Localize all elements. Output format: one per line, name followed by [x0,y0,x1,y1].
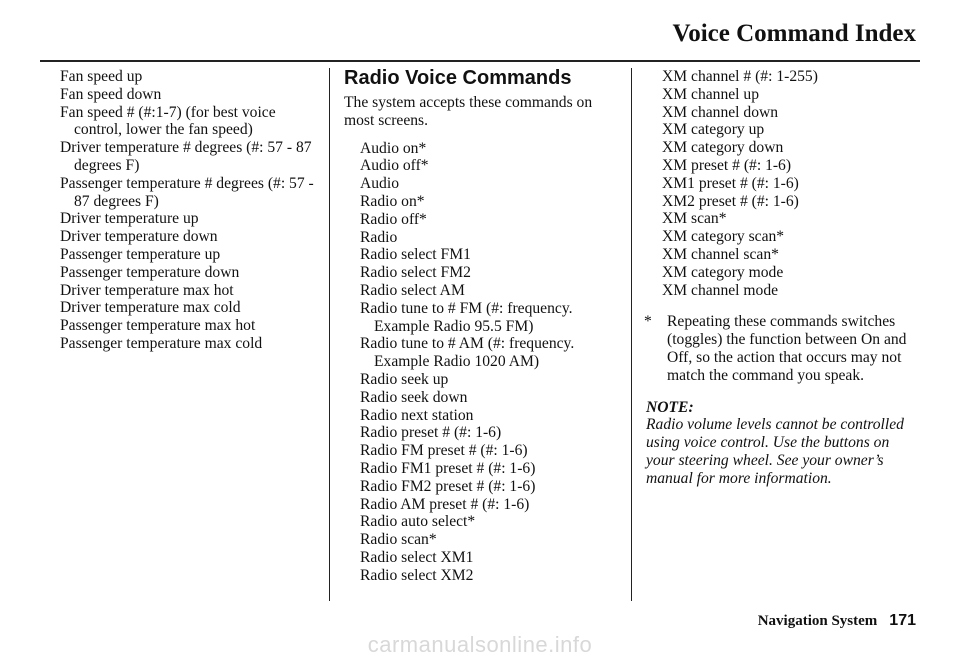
radio-command-list [344,140,624,585]
footer-section-name: Navigation System [757,613,878,629]
command-item: Driver temperature down [60,228,218,246]
command-item: Fan speed # (#:1-7) (for best voice control, lower the fan speed) [60,103,276,139]
watermark: carmanualsonline.info [367,632,593,657]
command-item: XM2 preset # (#: 1-6) [662,192,799,210]
command-item: Radio FM preset # (#: 1-6) [360,442,528,460]
command-item: Radio select XM1 [360,548,474,566]
command-item: Fan speed up [60,68,143,85]
command-item: XM category scan* [662,228,785,246]
footnote [646,313,916,384]
command-item: Audio [360,175,399,193]
command-item: Driver temperature # degrees (#: 57 - 87 degrees F) [60,139,312,174]
climate-commands-column [60,68,322,353]
command-item: Driver temperature max cold [60,299,241,317]
command-item: XM channel up [662,85,760,103]
climate-command-list [60,68,322,353]
command-item: XM channel # (#: 1-255) [662,68,818,85]
command-item: XM channel mode [662,281,779,299]
command-item: Radio auto select* [360,513,476,531]
command-item: Radio select FM2 [360,264,471,282]
command-item: Passenger temperature max hot [60,317,256,335]
command-item: Radio select XM2 [360,566,474,584]
radio-commands-column [344,68,624,585]
command-item: Passenger temperature # degrees (#: 57 - 87 degrees F) [60,174,314,210]
command-item: Radio FM1 preset # (#: 1-6) [360,459,536,477]
command-item: Fan speed down [60,85,162,103]
section-heading: Radio Voice Commands [344,67,572,89]
xm-commands-column [646,68,916,488]
command-item: Radio next station [360,406,474,424]
command-item: Radio preset # (#: 1-6) [360,424,502,442]
note-text: Radio volume levels cannot be controlled using voice control. Use the buttons on your steering wheel. See your owner’s manual for more information. [646,416,904,487]
command-item: Radio select AM [360,281,465,299]
note-label: NOTE: [646,398,694,416]
command-item: Audio on* [360,139,427,157]
command-item: Radio scan* [360,531,437,549]
command-item: XM category up [662,121,765,139]
footnote-mark: * [644,313,652,331]
command-item: Radio FM2 preset # (#: 1-6) [360,477,536,495]
command-item: Radio AM preset # (#: 1-6) [360,495,530,513]
command-item: Radio off* [360,210,427,228]
title-rule [40,60,920,62]
command-item: Radio select FM1 [360,246,471,264]
command-item: XM scan* [662,210,727,228]
page-footer [758,612,916,630]
command-item: XM preset # (#: 1-6) [662,156,792,174]
command-item: Radio [360,228,398,246]
command-item: Radio seek up [360,370,449,388]
command-item: XM category mode [662,263,784,281]
xm-command-list [646,68,916,299]
command-item: Passenger temperature max cold [60,334,263,352]
column-divider-left [329,68,330,601]
command-item: Radio on* [360,192,425,210]
section-intro: The system accepts these commands on most screens. [344,94,593,129]
command-item: Audio off* [360,157,429,175]
command-item: XM category down [662,139,784,157]
page-number: 171 [889,612,916,629]
column-divider-right [631,68,632,601]
command-item: Radio seek down [360,388,468,406]
command-item: Radio tune to # AM (#: frequency. Example Radio 1020 AM) [360,335,575,371]
command-item: XM channel down [662,103,779,121]
command-item: XM1 preset # (#: 1-6) [662,174,799,192]
command-item: Driver temperature up [60,210,199,228]
page-title: Voice Command Index [672,20,916,47]
command-item: Radio tune to # FM (#: frequency. Example Radio 95.5 FM) [360,299,573,335]
command-item: Passenger temperature up [60,245,221,263]
command-item: Passenger temperature down [60,263,240,281]
footnote-text: Repeating these commands switches (toggles) the function between On and Off, so the action that occurs may not match the command you speak. [667,313,907,384]
command-item: Driver temperature max hot [60,281,234,299]
command-item: XM channel scan* [662,245,779,263]
